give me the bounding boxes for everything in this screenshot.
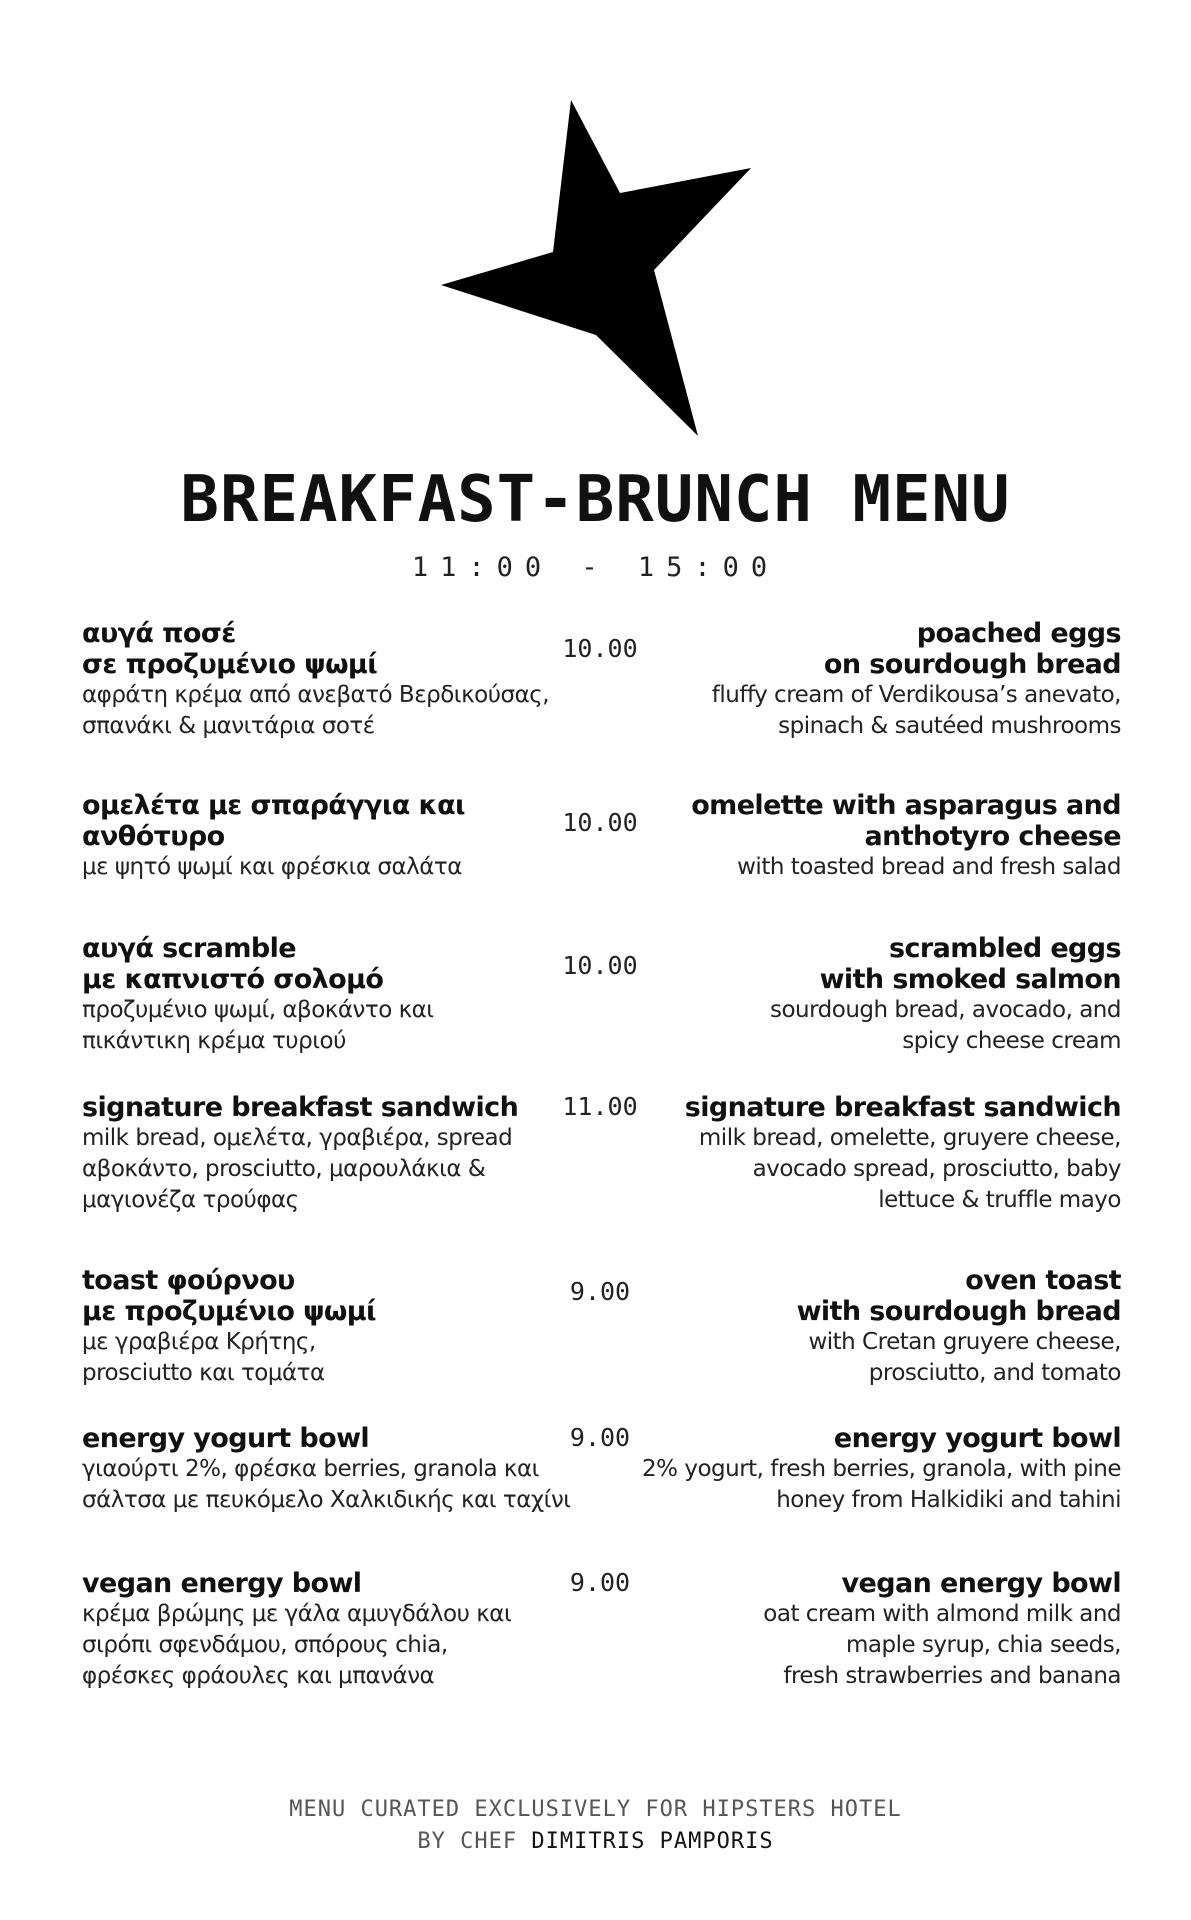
item-desc-en: sourdough bread, avocado, and spicy cheese cream xyxy=(769,997,1121,1054)
footer-line-2 xyxy=(0,1829,1191,1854)
item-desc-en: fluffy cream of Verdikousa’s anevato, spinach & sautéed mushrooms xyxy=(711,682,1121,739)
item-desc-gr: milk bread, ομελέτα, γραβιέρα, spread αβοκάντο, prosciutto, μαρουλάκια & μαγιονέζα τρούφας xyxy=(82,1125,513,1213)
english-column xyxy=(561,1423,1121,1516)
greek-column xyxy=(82,618,582,742)
item-price: 10.00 xyxy=(562,951,638,980)
footer-by-chef: BY CHEF xyxy=(417,1829,518,1854)
item-name-en: omelette with asparagus and anthotyro cheese xyxy=(691,790,1121,852)
item-name-en: vegan energy bowl xyxy=(841,1568,1121,1599)
item-desc-en: milk bread, omelette, gruyere cheese, avocado spread, prosciutto, baby lettuce & truffle mayo xyxy=(698,1125,1121,1213)
greek-column xyxy=(82,1092,582,1216)
item-name-gr: vegan energy bowl xyxy=(82,1568,362,1599)
greek-column xyxy=(82,1423,582,1516)
item-desc-gr: με γραβιέρα Κρήτης, prosciutto και τομάτα xyxy=(82,1329,325,1386)
english-column xyxy=(601,1265,1121,1389)
item-price: 9.00 xyxy=(569,1568,631,1597)
item-name-gr: ομελέτα με σπαράγγια και ανθότυρο xyxy=(82,790,465,852)
item-price: 10.00 xyxy=(562,808,638,837)
english-column xyxy=(601,1568,1121,1692)
greek-column xyxy=(82,1568,582,1692)
greek-column xyxy=(82,933,582,1057)
english-column xyxy=(601,790,1121,883)
item-price: 11.00 xyxy=(562,1092,638,1121)
item-desc-en: with Cretan gruyere cheese, prosciutto, and tomato xyxy=(808,1329,1121,1386)
item-desc-gr: γιαούρτι 2%, φρέσκα berries, granola και σάλτσα με πευκόμελο Χαλκιδικής και ταχίνι xyxy=(82,1456,571,1513)
item-name-en: scrambled eggs with smoked salmon xyxy=(819,933,1121,995)
item-desc-en: with toasted bread and fresh salad xyxy=(737,854,1121,880)
logo xyxy=(0,90,1191,450)
item-name-gr: αυγά ποσέ σε προζυμένιο ψωμί xyxy=(82,618,378,680)
chef-name: DIMITRIS PAMPORIS xyxy=(531,1829,774,1854)
footer-line-1: MENU CURATED EXCLUSIVELY FOR HIPSTERS HOTEL xyxy=(289,1797,902,1822)
item-desc-gr: κρέμα βρώμης με γάλα αμυγδάλου και σιρόπι σφενδάμου, σπόρους chia, φρέσκες φράουλες και μπανάνα xyxy=(82,1601,512,1689)
item-name-gr: signature breakfast sandwich xyxy=(82,1092,519,1123)
greek-column xyxy=(82,790,582,883)
item-price: 10.00 xyxy=(562,634,638,663)
item-name-gr: toast φούρνου με προζυμένιο ψωμί xyxy=(82,1265,376,1327)
item-desc-gr: προζυμένιο ψωμί, αβοκάντο και πικάντικη κρέμα τυριού xyxy=(82,997,434,1054)
greek-column xyxy=(82,1265,582,1389)
item-name-en: energy yogurt bowl xyxy=(833,1423,1121,1454)
english-column xyxy=(601,618,1121,742)
item-desc-en: 2% yogurt, fresh berries, granola, with pine honey from Halkidiki and tahini xyxy=(642,1456,1121,1513)
item-name-gr: energy yogurt bowl xyxy=(82,1423,370,1454)
menu-title: BREAKFAST-BRUNCH MENU xyxy=(180,463,1011,537)
item-price: 9.00 xyxy=(569,1423,631,1452)
item-name-en: poached eggs on sourdough bread xyxy=(823,618,1121,680)
item-name-gr: αυγά scramble με καπνιστό σολομό xyxy=(82,933,384,995)
item-name-en: signature breakfast sandwich xyxy=(684,1092,1121,1123)
item-desc-en: oat cream with almond milk and maple syrup, chia seeds, fresh strawberries and banana xyxy=(763,1601,1121,1689)
item-desc-gr: αφράτη κρέμα από ανεβατό Βερδικούσας, σπανάκι & μανιτάρια σοτέ xyxy=(82,682,550,739)
item-price: 9.00 xyxy=(569,1277,631,1306)
six-pointed-star-icon xyxy=(431,90,761,450)
menu-hours: 11:00 - 15:00 xyxy=(411,552,780,583)
english-column xyxy=(601,933,1121,1057)
item-desc-gr: με ψητό ψωμί και φρέσκια σαλάτα xyxy=(82,854,462,880)
item-name-en: oven toast with sourdough bread xyxy=(796,1265,1121,1327)
english-column xyxy=(601,1092,1121,1216)
